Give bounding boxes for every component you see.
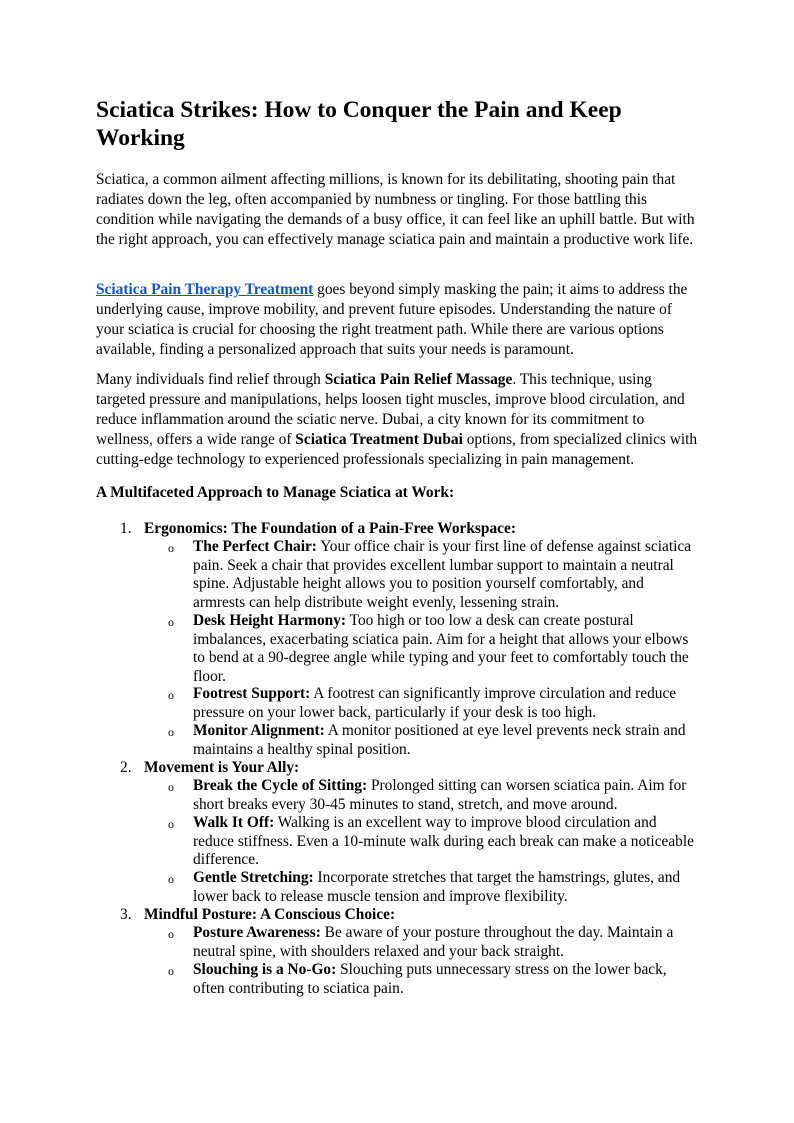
list-item-body: Walking is an excellent way to improve blood circulation and reduce stiffness. Even a 10-minute walk during each break can make a noticeable difference. bbox=[193, 814, 694, 868]
massage-bold-term: Sciatica Pain Relief Massage bbox=[324, 371, 513, 388]
bullet-mark: o bbox=[168, 688, 174, 702]
dubai-bold-term: Sciatica Treatment Dubai bbox=[295, 431, 463, 448]
list-item-body: Slouching puts unnecessary stress on the lower back, often contributing to sciatica pain. bbox=[193, 961, 667, 997]
massage-text-1: Many individuals find relief through bbox=[96, 371, 325, 388]
list-item-text bbox=[193, 685, 699, 722]
bullet-mark: o bbox=[168, 541, 174, 555]
intro-paragraph: Sciatica, a common ailment affecting millions, is known for its debilitating, shooting pain that radiates down the leg, often accompanied by numbness or tingling. For those battling this condition while navigating the demands of a busy office, it can feel like an uphill battle. But with the right approach, you can effectively manage sciatica pain and maintain a productive work life. bbox=[96, 171, 695, 248]
list-item-body: Incorporate stretches that target the hamstrings, glutes, and lower back to release muscle tension and improve flexibility. bbox=[193, 869, 681, 905]
list-item-text bbox=[193, 777, 699, 814]
list-section-label: Mindful Posture: A Conscious Choice: bbox=[144, 906, 396, 923]
page-title: Sciatica Strikes: How to Conquer the Pain and Keep Working bbox=[96, 97, 622, 151]
list-number: 3. bbox=[120, 906, 132, 923]
list-number: 1. bbox=[120, 520, 132, 537]
list-item-bold: Monitor Alignment: bbox=[193, 722, 325, 739]
list-item-text bbox=[193, 538, 699, 612]
list-item-bold: Footrest Support: bbox=[193, 685, 311, 702]
list-item-text bbox=[193, 612, 699, 686]
bullet-mark: o bbox=[168, 927, 174, 941]
list-item-body: Too high or too low a desk can create postural imbalances, exacerbating sciatica pain. Aim for a height that allows your elbows to bend at a 90-degree angle while typing and your feet to comfortably touch the floor. bbox=[193, 612, 689, 685]
list-item-body: Prolonged sitting can worsen sciatica pain. Aim for short breaks every 30-45 minutes to stand, stretch, and move around. bbox=[193, 777, 687, 813]
bullet-mark: o bbox=[168, 615, 174, 629]
bullet-mark: o bbox=[168, 964, 174, 978]
list-item-bold: Walk It Off: bbox=[193, 814, 275, 831]
therapy-paragraph bbox=[96, 280, 700, 360]
list-item-bold: Gentle Stretching: bbox=[193, 869, 314, 886]
list-item-bold: The Perfect Chair: bbox=[193, 538, 317, 555]
list-item-text bbox=[193, 814, 699, 870]
list-item-body: Be aware of your posture throughout the day. Maintain a neutral spine, with shoulders relaxed and your back straight. bbox=[193, 924, 674, 960]
list-number: 2. bbox=[120, 759, 132, 776]
sciatica-therapy-link[interactable]: Sciatica Pain Therapy Treatment bbox=[96, 281, 314, 298]
list-item-bold: Break the Cycle of Sitting: bbox=[193, 777, 368, 794]
list-item-bold: Desk Height Harmony: bbox=[193, 612, 347, 629]
list-item-bold: Posture Awareness: bbox=[193, 924, 321, 941]
list-item-text bbox=[193, 869, 699, 906]
list-item-body: A footrest can significantly improve circulation and reduce pressure on your lower back, particularly if your desk is too high. bbox=[193, 685, 677, 721]
bullet-mark: o bbox=[168, 872, 174, 886]
section-heading: A Multifaceted Approach to Manage Sciatica at Work: bbox=[96, 484, 455, 501]
list-item-body: A monitor positioned at eye level prevents neck strain and maintains a healthy spinal position. bbox=[193, 722, 686, 758]
therapy-paragraph-text: goes beyond simply masking the pain; it aims to address the underlying cause, improve mobility, and prevent future episodes. Understanding the nature of your sciatica is crucial for choosing the right treatment path. While there are various options available, finding a personalized approach that suits your needs is paramount. bbox=[96, 281, 688, 358]
list-item-body: Your office chair is your first line of defense against sciatica pain. Seek a chair that provides excellent lumbar support to maintain a neutral spine. Adjustable height allows you to position yourself comfortably, and armrests can help distribute weight evenly, lessening strain. bbox=[193, 538, 692, 611]
bullet-mark: o bbox=[168, 725, 174, 739]
massage-text-3: options, from specialized clinics with cutting-edge technology to experienced professionals specializing in pain management. bbox=[96, 431, 698, 468]
bullet-mark: o bbox=[168, 817, 174, 831]
massage-text-2: . This technique, using targeted pressure and manipulations, helps loosen tight muscles, improve blood circulation, and reduce inflammation around the sciatic nerve. Dubai, a city known for its commitment to wellness, offers a wide range of bbox=[96, 371, 685, 448]
list-item-text bbox=[193, 722, 699, 759]
bullet-mark: o bbox=[168, 780, 174, 794]
list-item-bold: Slouching is a No-Go: bbox=[193, 961, 337, 978]
list-section-label: Ergonomics: The Foundation of a Pain-Free Workspace: bbox=[144, 520, 516, 537]
list-section-label: Movement is Your Ally: bbox=[144, 759, 300, 776]
massage-paragraph bbox=[96, 370, 700, 470]
list-item-text bbox=[193, 924, 699, 961]
list-item-text bbox=[193, 961, 699, 998]
